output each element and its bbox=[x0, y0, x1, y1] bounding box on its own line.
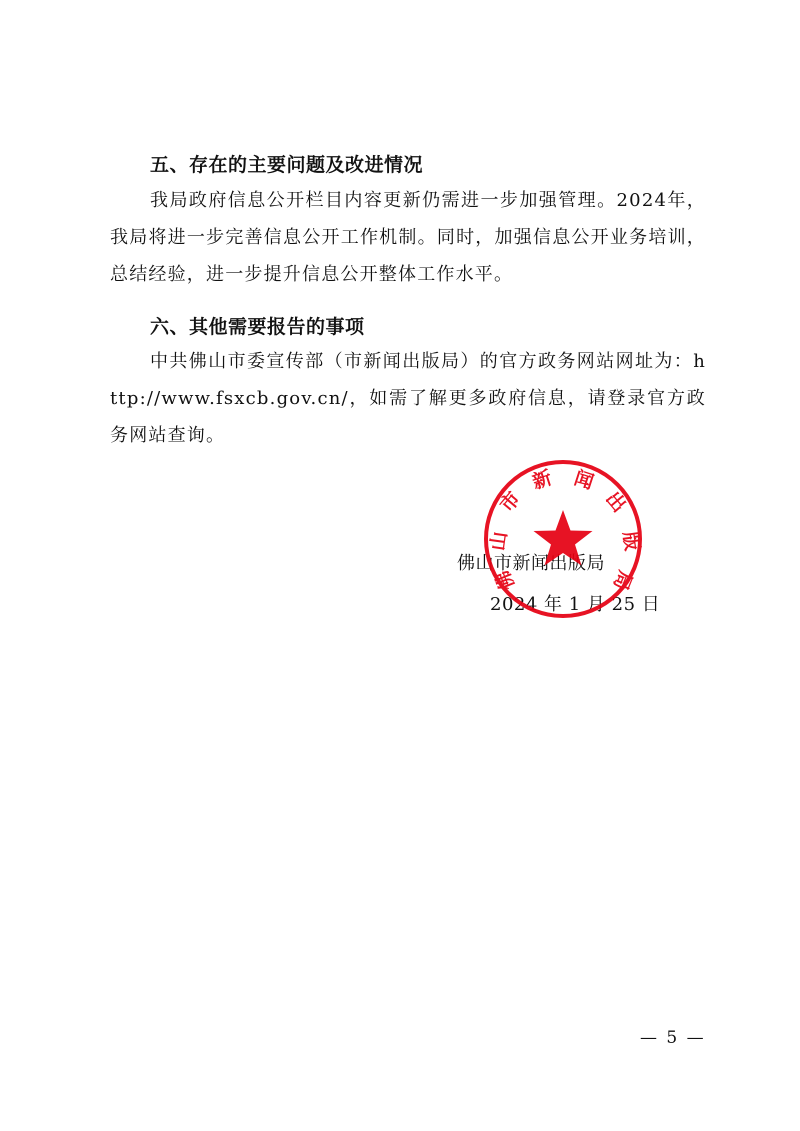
svg-text:山: 山 bbox=[486, 530, 512, 553]
section-paragraph-problems: 我局政府信息公开栏目内容更新仍需进一步加强管理。2024年，我局将进一步完善信息公开工作机制。同时，加强信息公开业务培训，总结经验，进一步提升信息公开整体工作水平。 bbox=[110, 190, 706, 285]
svg-text:闻: 闻 bbox=[571, 466, 597, 494]
signature-date: 2024 年 1 月 25 日 bbox=[490, 594, 661, 615]
svg-text:局: 局 bbox=[608, 567, 637, 594]
section-heading-problems: 五、存在的主要问题及改进情况 bbox=[150, 154, 424, 176]
signature-organization: 佛山市新闻出版局 bbox=[457, 553, 605, 574]
seal-star-icon bbox=[534, 510, 593, 566]
svg-text:佛: 佛 bbox=[491, 567, 520, 594]
official-seal-icon bbox=[482, 458, 644, 620]
svg-text:版: 版 bbox=[618, 530, 644, 553]
page-number: — 5 — bbox=[640, 1028, 706, 1048]
svg-text:出: 出 bbox=[601, 487, 631, 517]
svg-text:新: 新 bbox=[529, 466, 555, 494]
svg-text:市: 市 bbox=[495, 487, 525, 517]
section-paragraph-other-matters: 中共佛山市委宣传部（市新闻出版局）的官方政务网站网址为：http://www.fsxcb.gov.cn/，如需了解更多政府信息，请登录官方政务网站查询。 bbox=[110, 351, 706, 446]
section-heading-other-matters: 六、其他需要报告的事项 bbox=[150, 316, 365, 338]
